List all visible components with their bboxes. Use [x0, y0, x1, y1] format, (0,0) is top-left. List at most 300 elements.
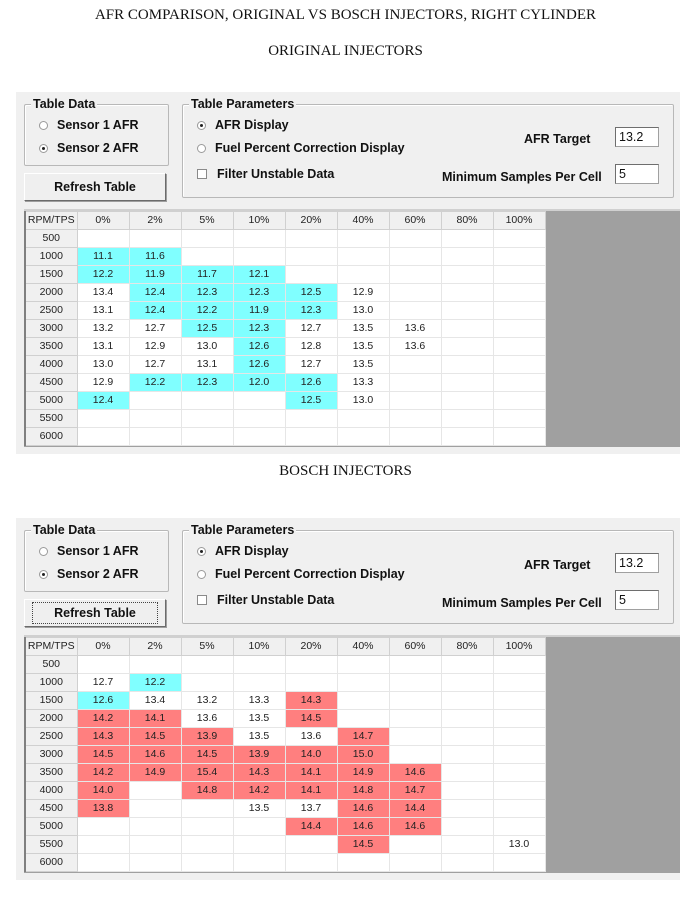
afr-cell[interactable]: 14.1 [285, 782, 337, 800]
afr-cell[interactable]: 11.1 [77, 248, 129, 266]
afr-cell[interactable]: 12.7 [129, 356, 181, 374]
afr-cell[interactable]: 12.6 [77, 692, 129, 710]
sensor-1-afr-radio[interactable] [39, 118, 139, 132]
afr-cell[interactable] [441, 818, 493, 836]
afr-cell[interactable]: 11.6 [129, 248, 181, 266]
afr-cell[interactable]: 13.0 [337, 302, 389, 320]
rpm-row-header[interactable]: 1500 [25, 266, 77, 284]
afr-cell[interactable] [389, 374, 441, 392]
afr-cell[interactable]: 12.5 [285, 284, 337, 302]
refresh-table-button[interactable] [24, 173, 166, 201]
refresh-table-label: Refresh Table [54, 180, 136, 194]
afr-cell[interactable]: 14.3 [233, 764, 285, 782]
rpm-row-header[interactable]: 4000 [25, 356, 77, 374]
afr-cell[interactable] [181, 674, 233, 692]
afr-cell[interactable] [389, 356, 441, 374]
fuel-percent-correction-radio[interactable] [197, 141, 405, 155]
afr-cell[interactable]: 12.3 [181, 284, 233, 302]
afr-cell[interactable] [181, 392, 233, 410]
table-row [25, 284, 545, 302]
afr-cell[interactable] [337, 692, 389, 710]
afr-cell[interactable] [493, 356, 545, 374]
afr-cell[interactable]: 12.9 [337, 284, 389, 302]
afr-cell[interactable]: 13.1 [181, 356, 233, 374]
rpm-row-header[interactable]: 1500 [25, 692, 77, 710]
afr-cell[interactable] [493, 338, 545, 356]
afr-cell[interactable]: 13.5 [337, 338, 389, 356]
filter-unstable-data-checkbox[interactable] [197, 593, 334, 607]
min-samples-label: Minimum Samples Per Cell [442, 596, 602, 610]
afr-cell[interactable]: 12.7 [285, 320, 337, 338]
afr-cell[interactable]: 13.0 [77, 356, 129, 374]
tps-column-header[interactable]: 0% [77, 212, 129, 230]
min-samples-input[interactable]: 5 [615, 164, 659, 184]
afr-cell[interactable] [493, 302, 545, 320]
tps-column-header[interactable]: 100% [493, 638, 545, 656]
afr-cell[interactable]: 13.3 [337, 374, 389, 392]
afr-cell[interactable] [441, 764, 493, 782]
afr-cell[interactable] [181, 836, 233, 854]
rpm-row-header[interactable]: 2000 [25, 710, 77, 728]
afr-cell[interactable] [389, 656, 441, 674]
afr-cell[interactable] [233, 230, 285, 248]
afr-cell[interactable] [181, 230, 233, 248]
afr-cell[interactable] [441, 710, 493, 728]
afr-target-input[interactable]: 13.2 [615, 553, 659, 573]
table-row [25, 656, 545, 674]
afr-display-radio[interactable] [197, 544, 289, 558]
afr-cell[interactable] [129, 656, 181, 674]
afr-cell[interactable] [181, 656, 233, 674]
afr-cell[interactable] [441, 854, 493, 872]
afr-target-input[interactable]: 13.2 [615, 127, 659, 147]
tps-column-header[interactable]: 5% [181, 212, 233, 230]
afr-cell[interactable] [493, 410, 545, 428]
afr-cell[interactable]: 13.5 [233, 710, 285, 728]
afr-cell[interactable]: 14.3 [285, 692, 337, 710]
rpm-row-header[interactable]: 1000 [25, 674, 77, 692]
rpm-row-header[interactable]: 5500 [25, 836, 77, 854]
sensor-2-afr-radio[interactable] [39, 141, 139, 155]
afr-cell[interactable] [441, 374, 493, 392]
rpm-row-header[interactable]: 3000 [25, 746, 77, 764]
afr-cell[interactable]: 12.5 [285, 392, 337, 410]
afr-cell[interactable] [441, 410, 493, 428]
afr-cell[interactable] [337, 854, 389, 872]
afr-cell[interactable] [441, 674, 493, 692]
table-data-legend: Table Data [33, 97, 96, 111]
afr-cell[interactable]: 12.2 [129, 374, 181, 392]
afr-cell[interactable]: 12.3 [285, 302, 337, 320]
afr-cell[interactable]: 13.4 [129, 692, 181, 710]
afr-cell[interactable]: 14.4 [389, 800, 441, 818]
afr-cell[interactable]: 13.1 [77, 302, 129, 320]
afr-cell[interactable] [233, 248, 285, 266]
table-row [25, 248, 545, 266]
afr-cell[interactable] [493, 692, 545, 710]
afr-cell[interactable] [389, 710, 441, 728]
afr-cell[interactable]: 13.9 [233, 746, 285, 764]
afr-cell[interactable] [129, 818, 181, 836]
afr-cell[interactable]: 14.2 [233, 782, 285, 800]
afr-cell[interactable] [493, 710, 545, 728]
afr-cell[interactable] [493, 818, 545, 836]
afr-cell[interactable]: 14.5 [181, 746, 233, 764]
afr-cell[interactable] [285, 656, 337, 674]
afr-cell[interactable] [493, 266, 545, 284]
afr-cell[interactable]: 12.2 [77, 266, 129, 284]
afr-cell[interactable]: 13.6 [389, 338, 441, 356]
min-samples-input[interactable]: 5 [615, 590, 659, 610]
afr-cell[interactable]: 12.7 [129, 320, 181, 338]
afr-cell[interactable] [441, 302, 493, 320]
rpm-row-header[interactable]: 5000 [25, 818, 77, 836]
afr-cell[interactable] [233, 674, 285, 692]
tps-column-header[interactable]: 20% [285, 212, 337, 230]
afr-cell[interactable] [337, 674, 389, 692]
filter-unstable-data-checkbox[interactable] [197, 167, 334, 181]
afr-cell[interactable]: 13.6 [389, 320, 441, 338]
rpm-row-header[interactable]: 500 [25, 656, 77, 674]
rpm-row-header[interactable]: 1000 [25, 248, 77, 266]
rpm-row-header[interactable]: 2000 [25, 284, 77, 302]
afr-cell[interactable] [493, 728, 545, 746]
afr-cell[interactable] [285, 836, 337, 854]
afr-cell[interactable] [285, 230, 337, 248]
afr-cell[interactable] [285, 674, 337, 692]
afr-cell[interactable] [493, 248, 545, 266]
afr-cell[interactable] [389, 266, 441, 284]
afr-target-label: AFR Target [524, 558, 591, 572]
afr-cell[interactable] [233, 392, 285, 410]
rpm-row-header[interactable]: 3500 [25, 338, 77, 356]
afr-cell[interactable]: 14.3 [77, 728, 129, 746]
afr-cell[interactable]: 14.2 [77, 764, 129, 782]
afr-cell[interactable] [493, 428, 545, 446]
afr-cell[interactable] [77, 410, 129, 428]
afr-cell[interactable] [389, 836, 441, 854]
afr-cell[interactable] [337, 656, 389, 674]
afr-cell[interactable] [389, 674, 441, 692]
afr-cell[interactable]: 12.3 [233, 284, 285, 302]
table-row [25, 710, 545, 728]
tps-column-header[interactable]: 60% [389, 212, 441, 230]
rpm-row-header[interactable]: 6000 [25, 428, 77, 446]
afr-cell[interactable]: 14.9 [129, 764, 181, 782]
tps-column-header[interactable]: 2% [129, 638, 181, 656]
afr-cell[interactable]: 13.3 [233, 692, 285, 710]
afr-cell[interactable] [181, 818, 233, 836]
afr-cell[interactable]: 12.6 [285, 374, 337, 392]
afr-cell[interactable]: 13.8 [77, 800, 129, 818]
afr-cell[interactable]: 12.8 [285, 338, 337, 356]
afr-cell[interactable] [285, 854, 337, 872]
afr-cell[interactable]: 13.6 [181, 710, 233, 728]
table-row [25, 410, 545, 428]
afr-cell[interactable] [441, 782, 493, 800]
afr-cell[interactable] [389, 284, 441, 302]
afr-cell[interactable]: 12.9 [77, 374, 129, 392]
afr-cell[interactable] [389, 854, 441, 872]
afr-cell[interactable]: 13.2 [77, 320, 129, 338]
afr-cell[interactable]: 13.0 [181, 338, 233, 356]
afr-cell[interactable]: 13.6 [285, 728, 337, 746]
afr-cell[interactable]: 14.8 [337, 782, 389, 800]
afr-cell[interactable] [129, 392, 181, 410]
rpm-row-header[interactable]: 2500 [25, 728, 77, 746]
rpm-row-header[interactable]: 5500 [25, 410, 77, 428]
afr-display-radio[interactable] [197, 118, 289, 132]
tps-column-header[interactable]: 2% [129, 212, 181, 230]
afr-cell[interactable]: 13.4 [77, 284, 129, 302]
afr-cell[interactable] [77, 428, 129, 446]
filter-unstable-data-label: Filter Unstable Data [217, 593, 335, 607]
table-row [25, 302, 545, 320]
afr-cell[interactable]: 11.9 [129, 266, 181, 284]
radio-icon [39, 144, 48, 153]
afr-cell[interactable]: 12.7 [285, 356, 337, 374]
afr-cell[interactable] [389, 428, 441, 446]
afr-cell[interactable] [493, 746, 545, 764]
afr-cell[interactable]: 12.3 [181, 374, 233, 392]
tps-column-header[interactable]: 80% [441, 638, 493, 656]
column-header-row [25, 638, 545, 656]
afr-cell[interactable] [389, 392, 441, 410]
afr-cell[interactable]: 14.6 [129, 746, 181, 764]
afr-cell[interactable] [441, 230, 493, 248]
afr-cell[interactable] [493, 764, 545, 782]
afr-cell[interactable] [493, 230, 545, 248]
afr-cell[interactable] [493, 854, 545, 872]
afr-cell[interactable] [285, 428, 337, 446]
afr-cell[interactable] [233, 428, 285, 446]
afr-cell[interactable] [493, 674, 545, 692]
afr-cell[interactable]: 13.5 [337, 320, 389, 338]
afr-cell[interactable] [493, 374, 545, 392]
afr-cell[interactable]: 15.4 [181, 764, 233, 782]
afr-cell[interactable]: 12.6 [233, 338, 285, 356]
afr-cell[interactable] [285, 266, 337, 284]
table-row [25, 782, 545, 800]
afr-cell[interactable]: 14.2 [77, 710, 129, 728]
afr-cell[interactable]: 12.0 [233, 374, 285, 392]
afr-cell[interactable] [389, 728, 441, 746]
afr-cell[interactable] [337, 266, 389, 284]
afr-cell[interactable] [493, 320, 545, 338]
afr-cell[interactable]: 13.9 [181, 728, 233, 746]
tps-column-header[interactable]: 40% [337, 212, 389, 230]
afr-cell[interactable] [337, 428, 389, 446]
afr-cell[interactable] [129, 230, 181, 248]
afr-cell[interactable]: 12.6 [233, 356, 285, 374]
afr-cell[interactable]: 14.6 [337, 800, 389, 818]
afr-cell[interactable]: 12.9 [129, 338, 181, 356]
rpm-row-header[interactable]: 5000 [25, 392, 77, 410]
afr-cell[interactable] [441, 338, 493, 356]
afr-cell[interactable] [337, 410, 389, 428]
afr-cell[interactable] [389, 692, 441, 710]
afr-cell[interactable] [493, 800, 545, 818]
afr-cell[interactable] [285, 410, 337, 428]
afr-cell[interactable]: 12.7 [77, 674, 129, 692]
afr-cell[interactable] [441, 836, 493, 854]
afr-cell[interactable] [389, 746, 441, 764]
afr-cell[interactable]: 13.0 [493, 836, 545, 854]
sensor-1-afr-radio[interactable] [39, 544, 139, 558]
afr-cell[interactable]: 14.8 [181, 782, 233, 800]
afr-cell[interactable]: 13.2 [181, 692, 233, 710]
rpm-row-header[interactable]: 3000 [25, 320, 77, 338]
refresh-table-button[interactable] [24, 599, 166, 627]
afr-cell[interactable] [441, 746, 493, 764]
fuel-percent-correction-radio[interactable] [197, 567, 405, 581]
afr-cell[interactable] [493, 284, 545, 302]
afr-cell[interactable]: 14.1 [129, 710, 181, 728]
table-row [25, 728, 545, 746]
afr-cell[interactable] [493, 392, 545, 410]
table-parameters-group [182, 523, 674, 624]
section-title-original: ORIGINAL INJECTORS [268, 43, 423, 59]
afr-cell[interactable]: 13.1 [77, 338, 129, 356]
afr-cell[interactable]: 14.7 [337, 728, 389, 746]
afr-cell[interactable] [441, 800, 493, 818]
afr-cell[interactable] [337, 710, 389, 728]
rpm-row-header[interactable]: 500 [25, 230, 77, 248]
afr-table-window-bosch [16, 518, 680, 880]
afr-cell[interactable]: 13.7 [285, 800, 337, 818]
tps-column-header[interactable]: 80% [441, 212, 493, 230]
afr-cell[interactable] [441, 266, 493, 284]
afr-cell[interactable]: 13.5 [233, 728, 285, 746]
afr-cell[interactable]: 11.7 [181, 266, 233, 284]
sensor-1-afr-label: Sensor 1 AFR [57, 118, 139, 132]
afr-cell[interactable]: 12.2 [181, 302, 233, 320]
afr-cell[interactable] [233, 410, 285, 428]
afr-cell[interactable] [233, 854, 285, 872]
afr-cell[interactable] [233, 818, 285, 836]
afr-cell[interactable]: 14.6 [389, 764, 441, 782]
afr-cell[interactable] [441, 692, 493, 710]
afr-cell[interactable] [441, 284, 493, 302]
afr-cell[interactable] [441, 356, 493, 374]
afr-cell[interactable] [389, 410, 441, 428]
afr-cell[interactable]: 14.4 [285, 818, 337, 836]
afr-cell[interactable]: 12.1 [233, 266, 285, 284]
table-row [25, 266, 545, 284]
tps-column-header[interactable]: 100% [493, 212, 545, 230]
afr-cell[interactable] [441, 656, 493, 674]
afr-cell[interactable]: 12.4 [129, 302, 181, 320]
afr-cell[interactable] [77, 230, 129, 248]
afr-cell[interactable]: 14.0 [77, 782, 129, 800]
afr-table-window-original [16, 92, 680, 454]
afr-cell[interactable]: 14.9 [337, 764, 389, 782]
section-title-bosch: BOSCH INJECTORS [279, 463, 412, 479]
afr-cell[interactable] [181, 800, 233, 818]
afr-cell[interactable]: 14.6 [389, 818, 441, 836]
afr-cell[interactable] [337, 230, 389, 248]
afr-cell[interactable]: 14.6 [337, 818, 389, 836]
afr-cell[interactable] [441, 320, 493, 338]
afr-cell[interactable] [129, 800, 181, 818]
afr-cell[interactable]: 12.5 [181, 320, 233, 338]
afr-cell[interactable] [181, 410, 233, 428]
rpm-row-header[interactable]: 4500 [25, 374, 77, 392]
afr-cell[interactable]: 14.5 [129, 728, 181, 746]
tps-column-header[interactable]: 10% [233, 212, 285, 230]
rpm-row-header[interactable]: 3500 [25, 764, 77, 782]
afr-cell[interactable] [441, 728, 493, 746]
afr-cell[interactable] [181, 248, 233, 266]
afr-cell[interactable] [337, 248, 389, 266]
tps-column-header[interactable]: 20% [285, 638, 337, 656]
afr-cell[interactable] [493, 656, 545, 674]
afr-cell[interactable]: 13.5 [233, 800, 285, 818]
afr-cell[interactable] [233, 656, 285, 674]
afr-cell[interactable] [181, 428, 233, 446]
afr-cell[interactable] [233, 836, 285, 854]
rpm-row-header[interactable]: 2500 [25, 302, 77, 320]
afr-cell[interactable]: 15.0 [337, 746, 389, 764]
afr-cell[interactable] [441, 248, 493, 266]
afr-cell[interactable]: 13.0 [337, 392, 389, 410]
afr-cell[interactable] [129, 428, 181, 446]
afr-cell[interactable]: 12.2 [129, 674, 181, 692]
afr-cell[interactable] [389, 230, 441, 248]
tps-column-header[interactable]: 60% [389, 638, 441, 656]
rpm-row-header[interactable]: 4500 [25, 800, 77, 818]
afr-cell[interactable]: 11.9 [233, 302, 285, 320]
tps-column-header[interactable]: 5% [181, 638, 233, 656]
afr-cell[interactable] [389, 248, 441, 266]
afr-cell[interactable] [77, 818, 129, 836]
afr-cell[interactable]: 12.3 [233, 320, 285, 338]
afr-cell[interactable]: 14.0 [285, 746, 337, 764]
table-row [25, 674, 545, 692]
afr-cell[interactable]: 14.7 [389, 782, 441, 800]
afr-cell[interactable] [441, 392, 493, 410]
tps-column-header[interactable]: 10% [233, 638, 285, 656]
tps-column-header[interactable]: 0% [77, 638, 129, 656]
radio-icon [39, 121, 48, 130]
table-data-legend: Table Data [33, 523, 96, 537]
afr-cell[interactable] [493, 782, 545, 800]
afr-cell[interactable] [285, 248, 337, 266]
rpm-row-header[interactable]: 6000 [25, 854, 77, 872]
afr-cell[interactable]: 14.5 [77, 746, 129, 764]
afr-cell[interactable] [77, 836, 129, 854]
afr-cell[interactable] [129, 836, 181, 854]
afr-cell[interactable] [181, 854, 233, 872]
tps-column-header[interactable]: 40% [337, 638, 389, 656]
afr-cell[interactable]: 14.5 [285, 710, 337, 728]
afr-cell[interactable] [129, 782, 181, 800]
afr-cell[interactable] [389, 302, 441, 320]
rpm-row-header[interactable]: 4000 [25, 782, 77, 800]
afr-cell[interactable] [77, 854, 129, 872]
afr-cell[interactable]: 12.4 [129, 284, 181, 302]
afr-cell[interactable]: 14.1 [285, 764, 337, 782]
afr-cell[interactable] [441, 428, 493, 446]
afr-cell[interactable]: 14.5 [337, 836, 389, 854]
afr-cell[interactable] [129, 410, 181, 428]
sensor-2-afr-radio[interactable] [39, 567, 139, 581]
sensor-2-afr-label: Sensor 2 AFR [57, 567, 139, 581]
afr-cell[interactable]: 12.4 [77, 392, 129, 410]
afr-cell[interactable] [77, 656, 129, 674]
afr-cell[interactable] [129, 854, 181, 872]
afr-cell[interactable]: 13.5 [337, 356, 389, 374]
